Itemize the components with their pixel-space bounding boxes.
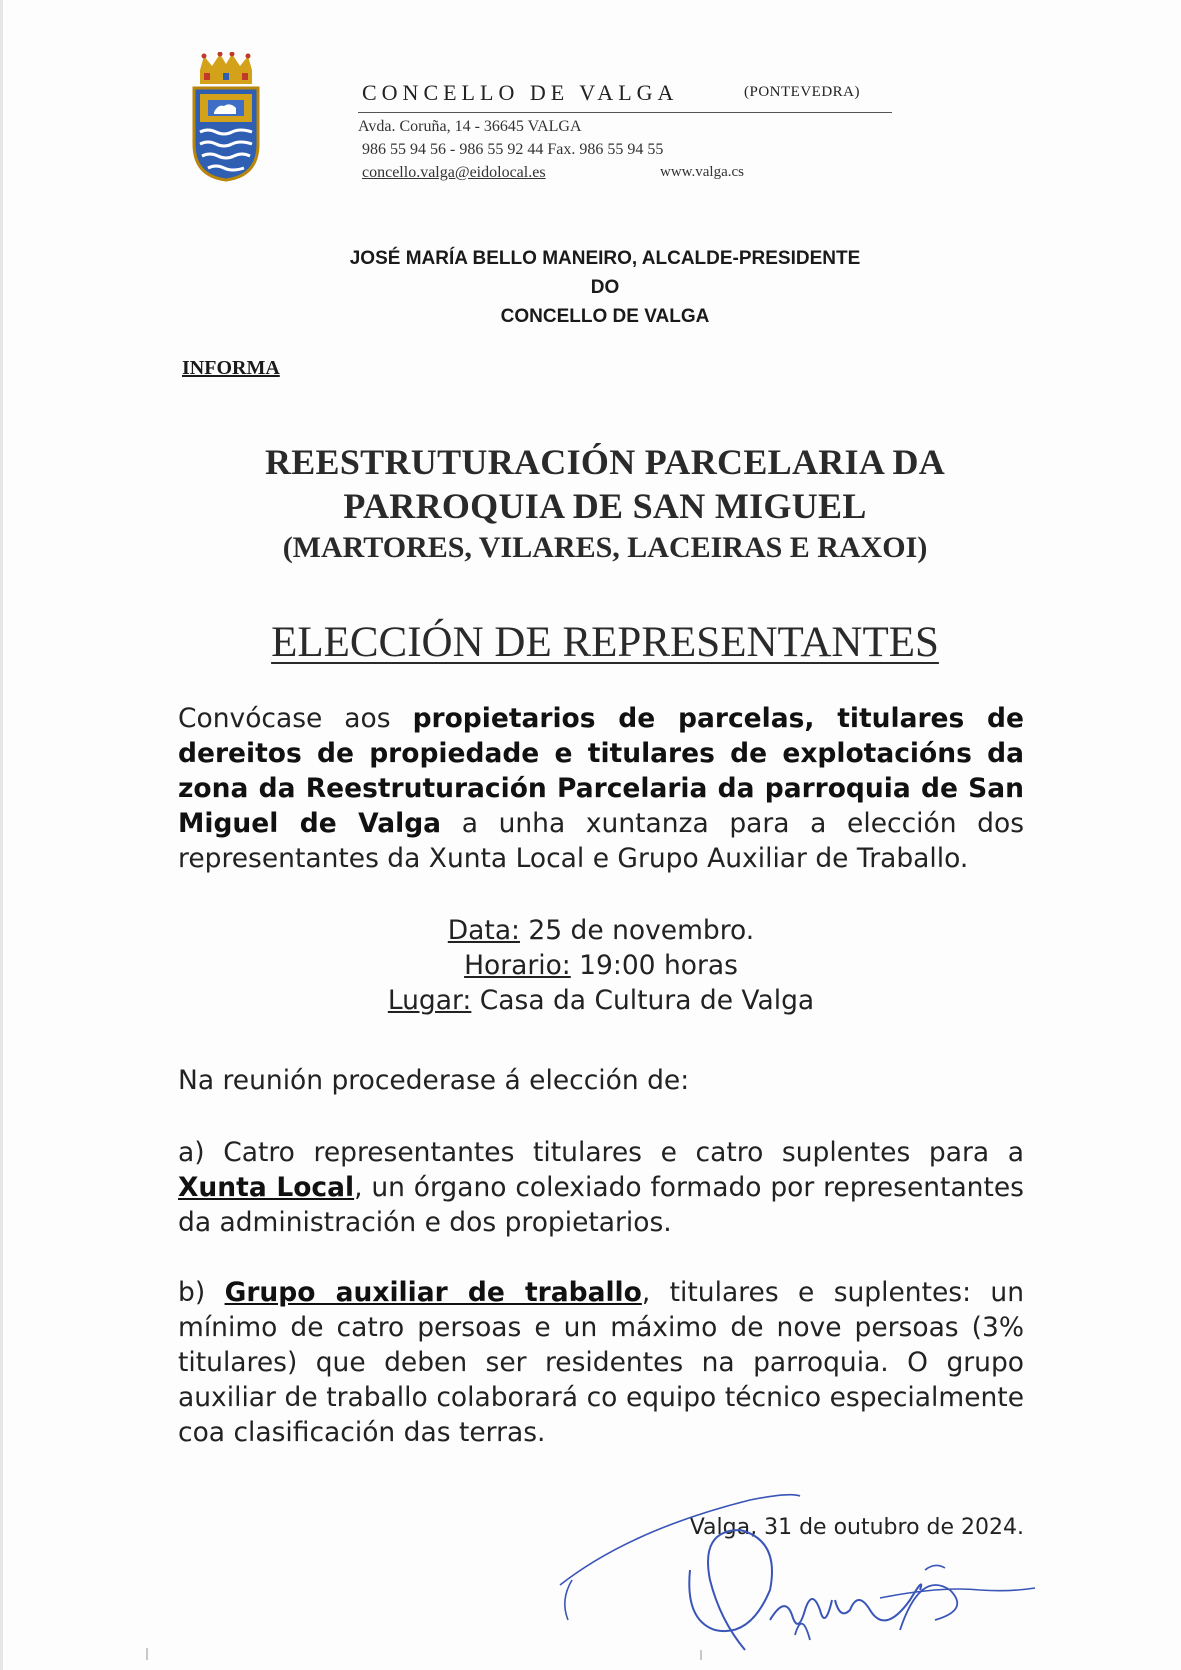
meeting-time-value: 19:00 horas xyxy=(570,950,738,981)
handwritten-signature xyxy=(540,1470,1060,1660)
scan-speck xyxy=(146,1648,148,1660)
intro-paragraph xyxy=(178,701,1024,876)
scan-speck xyxy=(700,1650,702,1660)
meeting-details xyxy=(178,913,1024,1018)
meeting-place-label: Lugar: xyxy=(387,985,472,1016)
intro-bold: propietarios de parcelas, titulares de dereitos de propiedade e titulares de explotacións da zona da Reestruturación Parcelaria da parroquia de San Miguel de Valga xyxy=(178,703,1025,839)
letterhead-divider xyxy=(358,112,892,113)
letterhead-province: (PONTEVEDRA) xyxy=(744,84,860,100)
meeting-time xyxy=(178,948,1024,983)
letterhead-phones: 986 55 94 56 - 986 55 92 44 Fax. 986 55 94 55 xyxy=(362,141,664,158)
letterhead-address: Avda. Coruña, 14 - 36645 VALGA xyxy=(358,118,582,135)
letterhead-website: www.valga.cs xyxy=(660,164,745,180)
issuer-council: CONCELLO DE VALGA xyxy=(500,306,710,327)
main-title-line-1: REESTRUTURACIÓN PARCELARIA DA xyxy=(264,442,946,482)
election-lead: Na reunión procederase á elección de: xyxy=(178,1065,690,1096)
election-heading-text: ELECCIÓN DE REPRESENTANTES xyxy=(271,619,939,666)
issuer-name: JOSÉ MARÍA BELLO MANEIRO, ALCALDE-PRESIDENTE xyxy=(349,248,861,269)
meeting-place-value: Casa da Cultura de Valga xyxy=(471,985,815,1016)
election-heading xyxy=(130,618,1080,668)
intro-lead: Convócase aos xyxy=(178,703,413,734)
meeting-time-label: Horario: xyxy=(464,950,571,981)
meeting-date-value: 25 de novembro. xyxy=(519,915,755,946)
main-title xyxy=(130,440,1080,528)
main-title-line-2: PARROQUIA DE SAN MIGUEL xyxy=(343,486,867,526)
municipal-coat-of-arms-icon xyxy=(190,52,262,182)
informa-label: INFORMA xyxy=(182,357,280,379)
place-and-date: Valga, 31 de outubro de 2024. xyxy=(689,1515,1024,1540)
letterhead-title: CONCELLO DE VALGA xyxy=(362,80,679,105)
item-b-highlight: Grupo auxiliar de traballo xyxy=(224,1277,642,1308)
subtitle-villages: (MARTORES, VILARES, LACEIRAS E RAXOI) xyxy=(282,531,928,564)
meeting-date-label: Data: xyxy=(447,915,520,946)
item-b-paragraph xyxy=(178,1275,1024,1450)
meeting-place xyxy=(178,983,1024,1018)
letterhead-email-link[interactable]: concello.valga@eidolocal.es xyxy=(362,164,546,181)
item-a-paragraph xyxy=(178,1135,1024,1240)
meeting-date xyxy=(178,913,1024,948)
scan-edge xyxy=(0,0,3,1670)
intro-rest: a unha xuntanza para a elección dos representantes da Xunta Local e Grupo Auxiliar de Traballo. xyxy=(178,808,1025,874)
issuer-block xyxy=(220,244,990,331)
issuer-connector: DO xyxy=(590,277,620,298)
item-b-prefix: b) xyxy=(178,1277,225,1308)
item-a-rest: , un órgano colexiado formado por representantes da administración e dos propietarios. xyxy=(178,1172,1024,1238)
item-a-prefix: a) Catro representantes titulares e catro suplentes para a xyxy=(178,1137,1024,1168)
item-a-highlight: Xunta Local xyxy=(178,1172,355,1203)
item-b-rest: , titulares e suplentes: un mínimo de catro persoas e un máximo de nove persoas (3% titulares) que deben ser residentes na parroquia. O grupo auxiliar de traballo colaborará co equipo técnico especialmente coa clasificación das terras. xyxy=(178,1277,1024,1448)
